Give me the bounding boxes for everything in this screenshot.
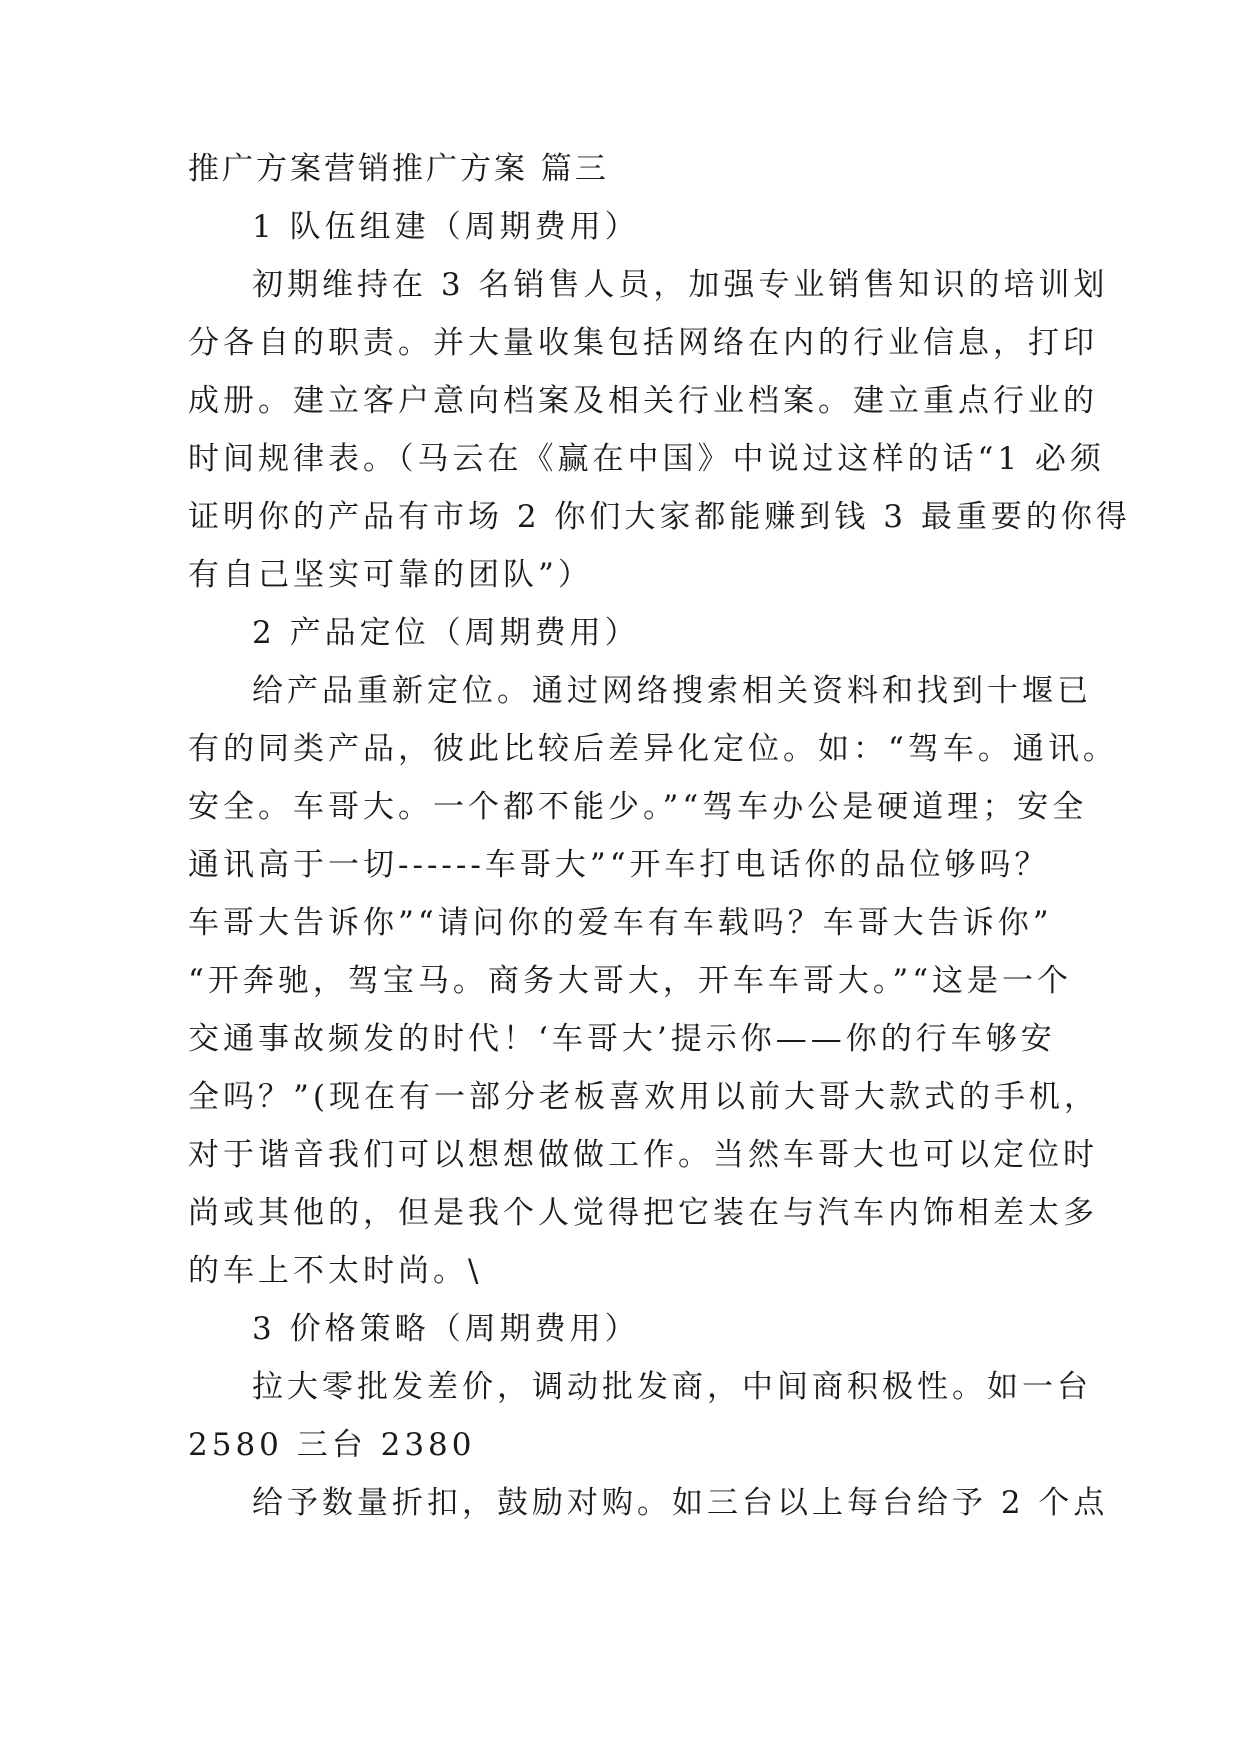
paragraph-line: 分各自的职责。并大量收集包括网络在内的行业信息，打印 (188, 325, 1098, 361)
paragraph-line: 对于谐音我们可以想想做做工作。当然车哥大也可以定位时 (188, 1137, 1098, 1173)
paragraph-line: 拉大零批发差价，调动批发商，中间商积极性。如一台 (252, 1369, 1092, 1405)
document-title: 推广方案营销推广方案 篇三 (188, 151, 609, 187)
paragraph-line: 全吗？”(现在有一部分老板喜欢用以前大哥大款式的手机， (188, 1079, 1099, 1115)
paragraph-line: 成册。建立客户意向档案及相关行业档案。建立重点行业的 (188, 383, 1098, 419)
paragraph-line: 初期维持在 3 名销售人员，加强专业销售知识的培训划 (252, 267, 1109, 303)
paragraph-line: 尚或其他的，但是我个人觉得把它装在与汽车内饰相差太多 (188, 1195, 1098, 1231)
paragraph-line: “开奔驰，驾宝马。商务大哥大，开车车哥大。”“这是一个 (188, 963, 1073, 999)
paragraph-line: 2580 三台 2380 (188, 1427, 476, 1463)
paragraph-line: 有的同类产品，彼此比较后差异化定位。如：“驾车。通讯。 (188, 731, 1118, 767)
paragraph-line: 给产品重新定位。通过网络搜索相关资料和找到十堰已 (252, 673, 1092, 709)
section-heading-pricing: 3 价格策略（周期费用） (252, 1311, 640, 1347)
paragraph-line: 安全。车哥大。一个都不能少。”“驾车办公是硬道理；安全 (188, 789, 1088, 825)
paragraph-line: 车哥大告诉你”“请问你的爱车有车载吗？车哥大告诉你” (188, 905, 1053, 941)
document-page (188, 140, 1131, 1532)
paragraph-line: 交通事故频发的时代！‘车哥大’提示你——你的行车够安 (188, 1021, 1056, 1057)
section-heading-team: 1 队伍组建（周期费用） (252, 209, 640, 245)
paragraph-line: 通讯高于一切------车哥大”“开车打电话你的品位够吗？ (188, 847, 1050, 883)
paragraph-line: 证明你的产品有市场 2 你们大家都能赚到钱 3 最重要的你得 (188, 499, 1131, 535)
paragraph-line: 的车上不太时尚。\ (188, 1253, 483, 1289)
paragraph-line: 给予数量折扣，鼓励对购。如三台以上每台给予 2 个点 (252, 1485, 1109, 1521)
paragraph-line: 时间规律表。（马云在《赢在中国》中说过这样的话“1 必须 (188, 441, 1105, 477)
paragraph-line: 有自己坚实可靠的团队”） (188, 557, 593, 593)
section-heading-positioning: 2 产品定位（周期费用） (252, 615, 640, 651)
